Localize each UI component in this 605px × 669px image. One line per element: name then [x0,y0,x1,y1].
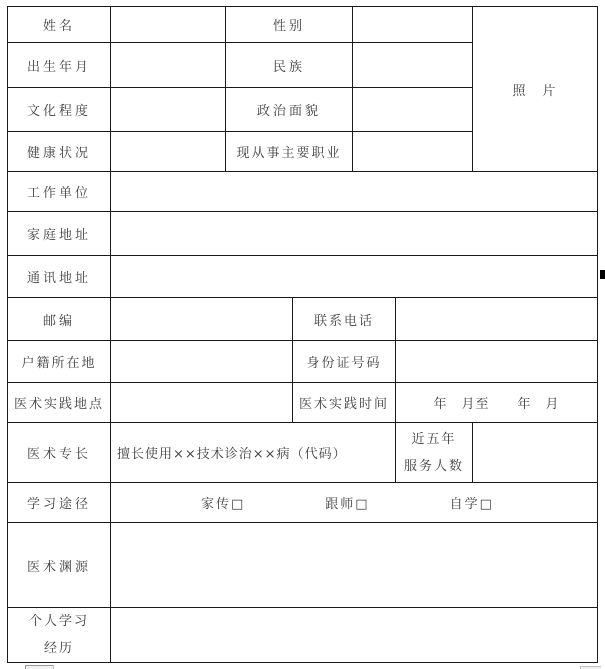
table-row [8,423,598,483]
home-address-label: 家庭地址 [8,212,111,256]
name-label: 姓名 [8,7,111,43]
id-number-label: 身份证号码 [293,341,396,383]
route-option-mentor-checkbox[interactable]: 跟师□ [325,497,370,512]
phone-input-cell[interactable] [396,298,598,341]
application-form-table [7,6,598,663]
political-label: 政治面貌 [226,88,353,132]
mailing-address-input-cell[interactable] [111,256,598,298]
table-row [8,383,598,423]
birth-label: 出生年月 [8,43,111,88]
name-input-cell[interactable] [111,7,226,43]
practice-time-label: 医术实践时间 [293,383,396,423]
experience-label-line2: 经历 [43,641,74,656]
work-unit-input-cell[interactable] [111,172,598,212]
birth-input-cell[interactable] [111,43,226,88]
practice-time-input-cell[interactable]: 年 月至 年 月 [396,383,598,423]
home-address-input-cell[interactable] [111,212,598,256]
political-input-cell[interactable] [353,88,473,132]
experience-label [8,608,111,663]
learning-route-label: 学习途径 [8,483,111,523]
origin-label: 医术渊源 [8,523,111,608]
table-row [8,256,598,298]
occupation-label: 现从事主要职业 [226,132,353,172]
phone-label: 联系电话 [293,298,396,341]
table-row [8,298,598,341]
health-input-cell[interactable] [111,132,226,172]
table-row [8,483,598,523]
route-option-family-checkbox[interactable]: 家传□ [201,497,246,512]
id-number-input-cell[interactable] [396,341,598,383]
photo-label: 照 片 [512,83,558,99]
gender-input-cell[interactable] [353,7,473,43]
table-row [8,172,598,212]
bottom-left-partial-mark [25,665,54,669]
practice-place-input-cell[interactable] [111,383,293,423]
gender-label: 性别 [226,7,353,43]
right-edge-black-mark [600,270,605,279]
served-count-label-line1: 近五年 [411,431,457,447]
postcode-input-cell[interactable] [111,298,293,341]
occupation-input-cell[interactable] [353,132,473,172]
household-label: 户籍所在地 [8,341,111,383]
photo-box[interactable] [473,7,598,172]
learning-route-options-cell [111,483,598,523]
postcode-label: 邮编 [8,298,111,341]
table-row [8,341,598,383]
mailing-address-label: 通讯地址 [8,256,111,298]
ethnic-input-cell[interactable] [353,43,473,88]
practice-place-label: 医术实践地点 [8,383,111,423]
specialty-label: 医术专长 [8,423,111,483]
table-row [8,523,598,608]
specialty-input-cell[interactable]: 擅长使用××技术诊治××病（代码） [111,423,396,483]
work-unit-label: 工作单位 [8,172,111,212]
served-count-input-cell[interactable] [473,423,598,483]
ethnic-label: 民族 [226,43,353,88]
household-input-cell[interactable] [111,341,293,383]
education-input-cell[interactable] [111,88,226,132]
table-row [8,7,598,43]
served-count-label [396,423,473,483]
education-label: 文化程度 [8,88,111,132]
origin-input-cell[interactable] [111,523,598,608]
experience-input-cell[interactable] [111,608,598,663]
route-option-selftaught-checkbox[interactable]: 自学□ [449,497,494,512]
served-count-label-line2: 服务人数 [404,458,465,474]
experience-label-line1: 个人学习 [28,614,89,629]
health-label: 健康状况 [8,132,111,172]
table-row [8,212,598,256]
table-row [8,608,598,663]
